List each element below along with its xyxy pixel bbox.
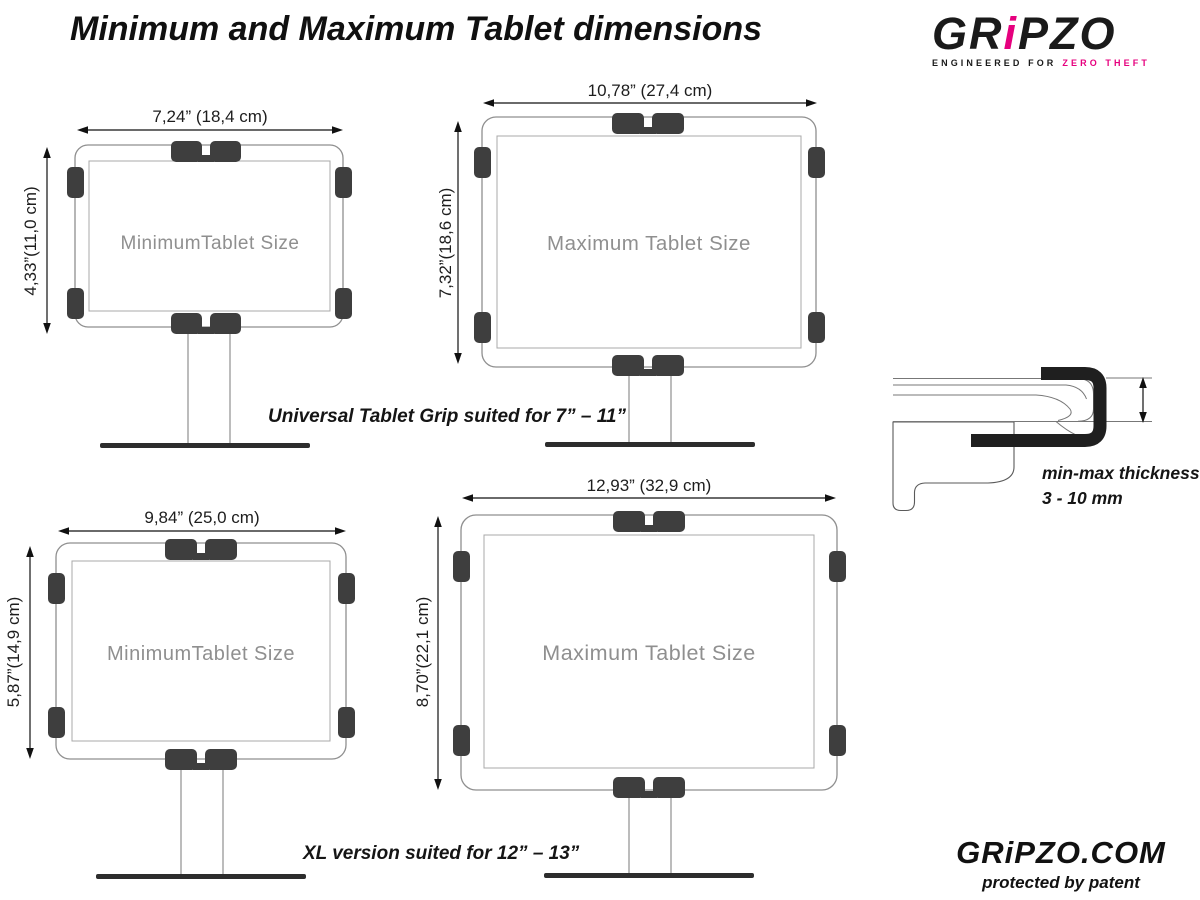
brand-part2: PZO bbox=[1018, 8, 1117, 59]
footer-patent-note: protected by patent bbox=[982, 873, 1140, 892]
tablet-size-label: MinimumTablet Size bbox=[107, 643, 295, 665]
width-dimension-arrow bbox=[462, 494, 836, 502]
brand-wordmark bbox=[932, 10, 1184, 57]
figure-thickness-detail bbox=[880, 355, 1200, 520]
caption-universal: Universal Tablet Grip suited for 7” – 11” bbox=[268, 406, 626, 427]
stand-base bbox=[100, 443, 310, 448]
width-dimension-label: 10,78” (27,4 cm) bbox=[587, 81, 713, 100]
stand-base bbox=[544, 873, 754, 878]
brand-accent-letter: i bbox=[1003, 8, 1019, 59]
thickness-label-line2: 3 - 10 mm bbox=[1042, 488, 1123, 508]
tablet-size-label: MinimumTablet Size bbox=[120, 233, 300, 254]
width-dimension-label: 9,84” (25,0 cm) bbox=[144, 508, 260, 527]
tablet-size-label: Maximum Tablet Size bbox=[542, 641, 756, 665]
height-dimension-arrow bbox=[43, 147, 51, 334]
height-dimension-label: 8,70”(22,1 cm) bbox=[413, 596, 432, 708]
stand bbox=[544, 798, 754, 878]
brand-tagline-black: ENGINEERED FOR bbox=[932, 58, 1057, 69]
stand bbox=[100, 334, 310, 448]
figure-xl-max bbox=[400, 470, 860, 890]
height-dimension-label: 4,33”(11,0 cm) bbox=[21, 186, 40, 296]
width-dimension-label: 12,93” (32,9 cm) bbox=[586, 476, 712, 495]
brand-tagline bbox=[932, 58, 1184, 68]
stand-base bbox=[545, 442, 755, 447]
height-dimension-label: 5,87”(14,9 cm) bbox=[4, 596, 23, 708]
footer-wordmark: GRiPZO.COM bbox=[956, 835, 1166, 870]
width-dimension-arrow bbox=[77, 126, 343, 134]
thickness-label-line1: min-max thickness bbox=[1042, 463, 1200, 483]
height-dimension-arrow bbox=[26, 546, 34, 759]
height-dimension-arrow bbox=[434, 516, 442, 790]
figure-xl-min bbox=[0, 505, 380, 890]
brand-tagline-accent: ZERO THEFT bbox=[1062, 58, 1150, 69]
height-dimension-label: 7,32”(18,6 cm) bbox=[436, 187, 455, 299]
brand-logo bbox=[932, 10, 1184, 68]
width-dimension-arrow bbox=[58, 527, 346, 535]
figure-universal-max bbox=[420, 75, 840, 455]
tablet-size-label: Maximum Tablet Size bbox=[547, 232, 751, 255]
width-dimension-label: 7,24” (18,4 cm) bbox=[152, 107, 268, 126]
page-title: Minimum and Maximum Tablet dimensions bbox=[70, 10, 763, 48]
thickness-dimension-arrow bbox=[1139, 377, 1147, 423]
stand bbox=[96, 770, 306, 879]
width-dimension-arrow bbox=[483, 99, 817, 107]
caption-xl: XL version suited for 12” – 13” bbox=[303, 843, 580, 864]
brand-part1: GR bbox=[932, 8, 1004, 59]
height-dimension-arrow bbox=[454, 121, 462, 364]
footer-logo bbox=[936, 835, 1186, 893]
stand-base bbox=[96, 874, 306, 879]
